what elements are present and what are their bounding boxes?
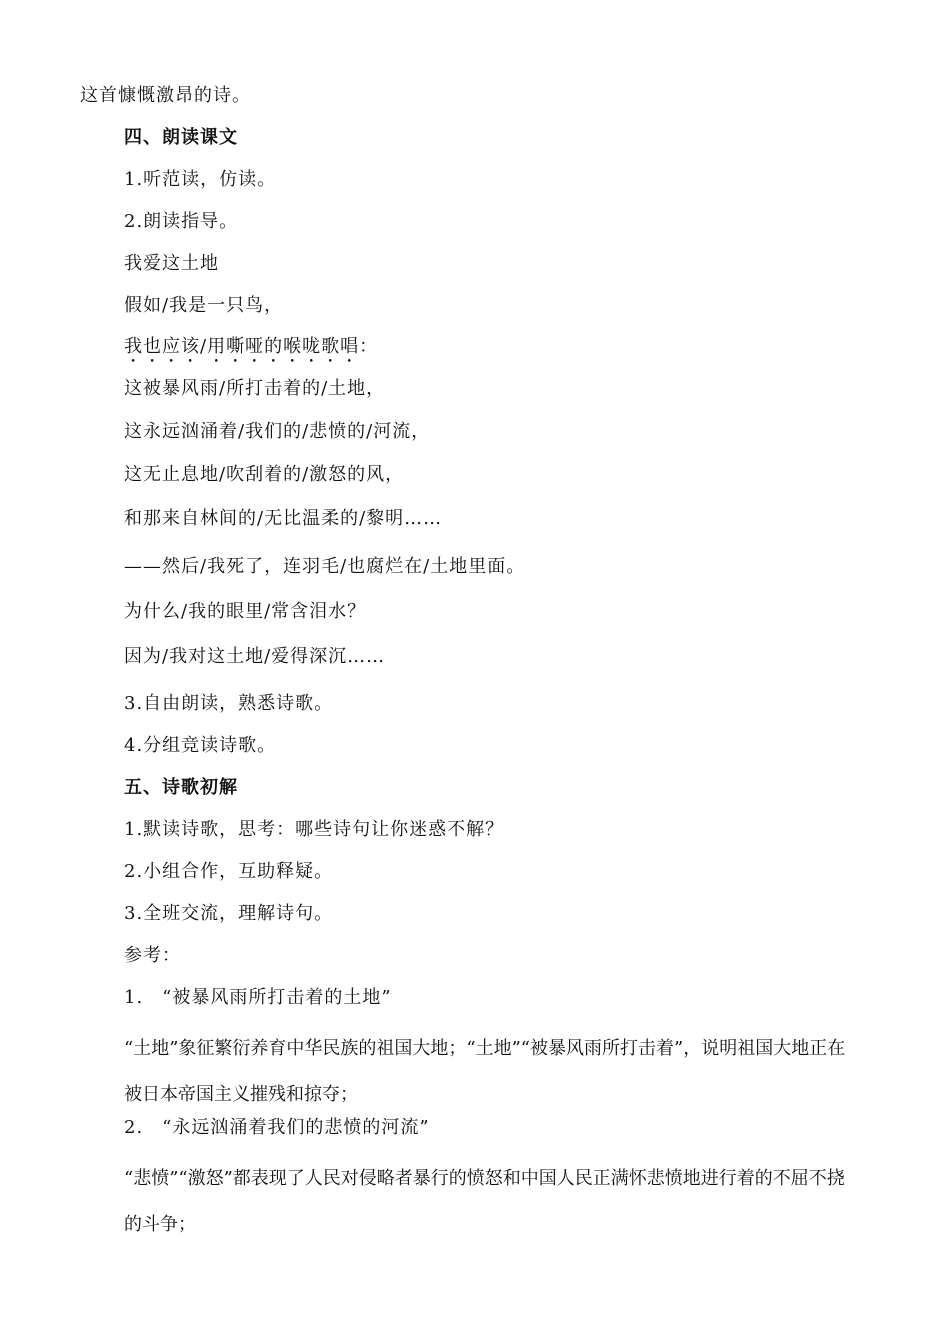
reference-item: 1. “被暴风雨所打击着的土地”	[124, 987, 392, 1008]
text-line: 这首慷慨激昂的诗。	[80, 85, 251, 106]
poem-line: 这被暴风雨/所打击着的/土地，	[124, 378, 386, 399]
poem-line: 我也应该/用嘶哑的喉咙歌唱：	[124, 336, 379, 357]
poem-line: 假如/我是一只鸟，	[124, 295, 284, 316]
poem-line: 和那来自林间的/无比温柔的/黎明……	[124, 508, 443, 529]
step-item: 2.朗读指导。	[124, 211, 239, 232]
step-item: 3.自由朗读，熟悉诗歌。	[124, 693, 334, 714]
section-heading: 五、诗歌初解	[124, 777, 238, 798]
step-item: 4.分组竞读诗歌。	[124, 735, 277, 756]
reference-item: 2. “永远汹涌着我们的悲愤的河流”	[124, 1117, 430, 1138]
poem-title: 我爱这土地	[124, 253, 219, 274]
reference-paragraph	[80, 1026, 862, 1118]
reference-paragraph	[80, 1156, 862, 1248]
poem-line: 这无止息地/吹刮着的/激怒的风，	[124, 464, 405, 485]
poem-line: ——然后/我死了，连羽毛/也腐烂在/土地里面。	[124, 556, 526, 577]
step-item: 1.听范读，仿读。	[124, 169, 277, 190]
step-item: 1.默读诗歌，思考：哪些诗句让你迷惑不解？	[124, 819, 505, 840]
poem-line: 因为/我对这土地/爱得深沉……	[124, 646, 386, 667]
section-heading: 四、朗读课文	[124, 127, 238, 148]
reference-label: 参考：	[124, 945, 181, 966]
paragraph-text: “悲愤”“激怒”都表现了人民对侵略者暴行的愤怒和中国人民正满怀悲愤地进行着的不屈不挠的斗争；	[124, 1168, 845, 1235]
poem-line: 为什么/我的眼里/常含泪水？	[124, 601, 367, 622]
step-item: 3.全班交流，理解诗句。	[124, 903, 334, 924]
paragraph-text: “土地”象征繁衍养育中华民族的祖国大地；“土地”“被暴风雨所打击着”，说明祖国大地正在被日本帝国主义摧残和掠夺；	[124, 1038, 846, 1105]
step-item: 2.小组合作，互助释疑。	[124, 861, 334, 882]
poem-line: 这永远汹涌着/我们的/悲愤的/河流，	[124, 421, 431, 442]
